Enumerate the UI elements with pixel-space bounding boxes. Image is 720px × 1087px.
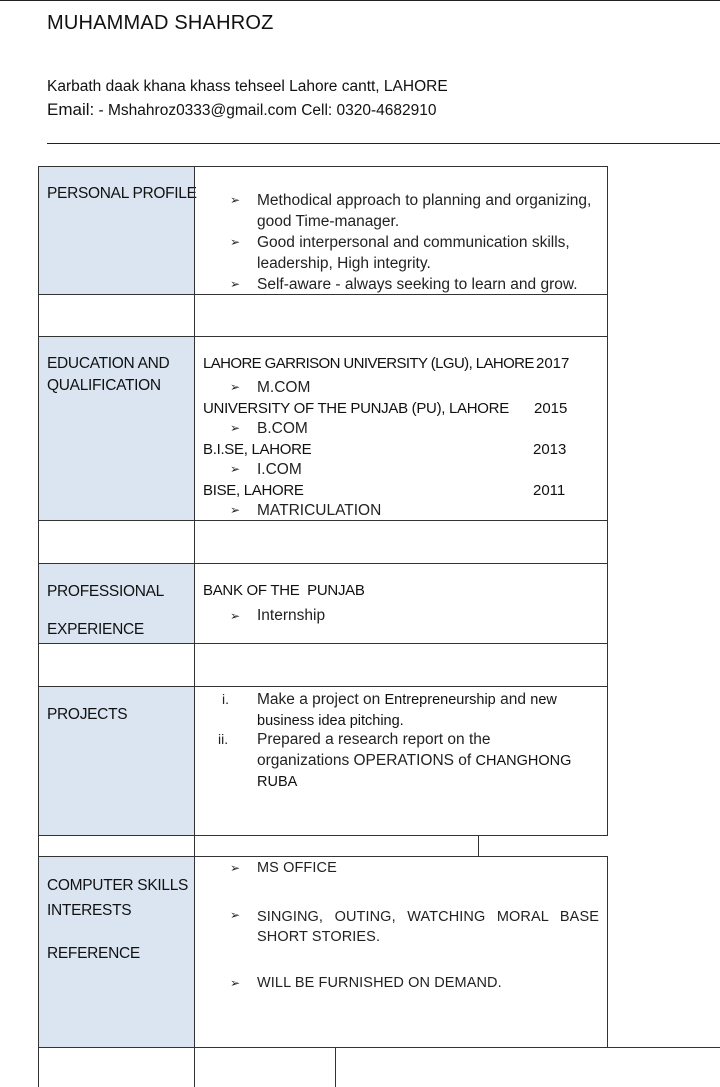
experience-label: PROFESSIONAL [47, 583, 164, 600]
institution: BISE, LAHORE [203, 482, 304, 499]
arrow-bullet-icon: ➢ [230, 380, 241, 394]
education-year: 2011 [533, 482, 566, 499]
email-label: Email: [47, 100, 95, 119]
bottom-rule [335, 1047, 720, 1048]
degree: I.COM [257, 461, 302, 478]
institution: UNIVERSITY OF THE PUNJAB (PU), LAHORE [203, 400, 509, 417]
spacer-right-cell [194, 520, 608, 564]
education-label-cell [38, 336, 195, 521]
candidate-name: MUHAMMAD SHAHROZ [47, 12, 274, 34]
education-year: 2017 [536, 355, 570, 372]
education-year: 2015 [534, 400, 568, 417]
employer: BANK OF THE PUNJAB [203, 582, 365, 599]
arrow-bullet-icon: ➢ [230, 609, 241, 623]
list-item: ➢ Self-aware - always seeking to learn and grow. [230, 276, 578, 293]
contact-details: - Mshahroz0333@gmail.com Cell: 0320-4682910 [94, 102, 437, 119]
bottom-left-cell [38, 1047, 195, 1087]
spacer-left-cell [38, 520, 195, 564]
degree: B.COM [257, 420, 308, 437]
projects-content-cell [194, 686, 608, 836]
arrow-bullet-icon: ➢ [230, 235, 241, 249]
interests-text: SINGING, OUTING, WATCHING MORAL BASE SHORT STORIES. [257, 909, 599, 945]
project-number: i. [222, 691, 229, 707]
project-item: i. Make a project on Entrepreneurship and new business idea pitching. [222, 691, 557, 729]
spacer-left-cell [38, 294, 195, 337]
arrow-bullet-icon: ➢ [230, 976, 241, 990]
projects-label-cell [38, 686, 195, 836]
spacer-right-cell [194, 835, 479, 857]
interests-label: INTERESTS [47, 902, 132, 919]
education-year: 2013 [533, 441, 567, 458]
reference-label: REFERENCE [47, 945, 140, 962]
projects-label: PROJECTS [47, 706, 128, 723]
project-item: ii. Prepared a research report on the organizations OPERATIONS of CHANGHONG RUBA [218, 731, 572, 790]
spacer-left-cell [38, 643, 195, 687]
list-item: ➢ Good interpersonal and communication skills, leadership, High integrity. [230, 234, 570, 272]
arrow-bullet-icon: ➢ [230, 462, 241, 476]
experience-label-2: EXPERIENCE [47, 621, 144, 638]
profile-label: PERSONAL PROFILE [47, 185, 197, 202]
spacer-right-cell [194, 294, 608, 337]
arrow-bullet-icon: ➢ [230, 193, 241, 207]
candidate-address: Karbath daak khana khass tehseel Lahore cantt, LAHORE [47, 78, 448, 95]
experience-label-cell [38, 563, 195, 644]
spacer-right-cell [194, 643, 608, 687]
experience-content-cell [194, 563, 608, 644]
arrow-bullet-icon: ➢ [230, 421, 241, 435]
arrow-bullet-icon: ➢ [230, 908, 241, 922]
degree: M.COM [257, 379, 311, 396]
profile-content-cell [194, 166, 608, 295]
profile-list [230, 190, 602, 295]
education-label: EDUCATION AND [47, 355, 170, 372]
arrow-bullet-icon: ➢ [230, 861, 241, 875]
reference-text: WILL BE FURNISHED ON DEMAND. [257, 975, 502, 991]
project-number: ii. [218, 731, 229, 747]
profile-label-cell [38, 166, 195, 295]
institution: LAHORE GARRISON UNIVERSITY (LGU), LAHORE [203, 355, 534, 372]
degree: MATRICULATION [257, 502, 382, 519]
computer-skill: MS OFFICE [257, 860, 337, 876]
skills-content-cell [194, 856, 608, 1048]
education-content-cell [194, 336, 608, 521]
bottom-middle-cell [194, 1047, 336, 1087]
top-rule [0, 0, 720, 1]
role: Internship [257, 607, 326, 624]
header-rule [47, 143, 720, 144]
institution: B.I.SE, LAHORE [203, 441, 312, 458]
spacer-left-cell [38, 835, 195, 857]
computer-skills-label: COMPUTER SKILLS [47, 877, 189, 894]
education-label-2: QUALIFICATION [47, 377, 161, 394]
arrow-bullet-icon: ➢ [230, 277, 241, 291]
skills-label-cell [38, 856, 195, 1048]
list-item: ➢ Methodical approach to planning and organizing, good Time-manager. [230, 192, 592, 230]
contact-line [47, 100, 437, 120]
arrow-bullet-icon: ➢ [230, 503, 241, 517]
